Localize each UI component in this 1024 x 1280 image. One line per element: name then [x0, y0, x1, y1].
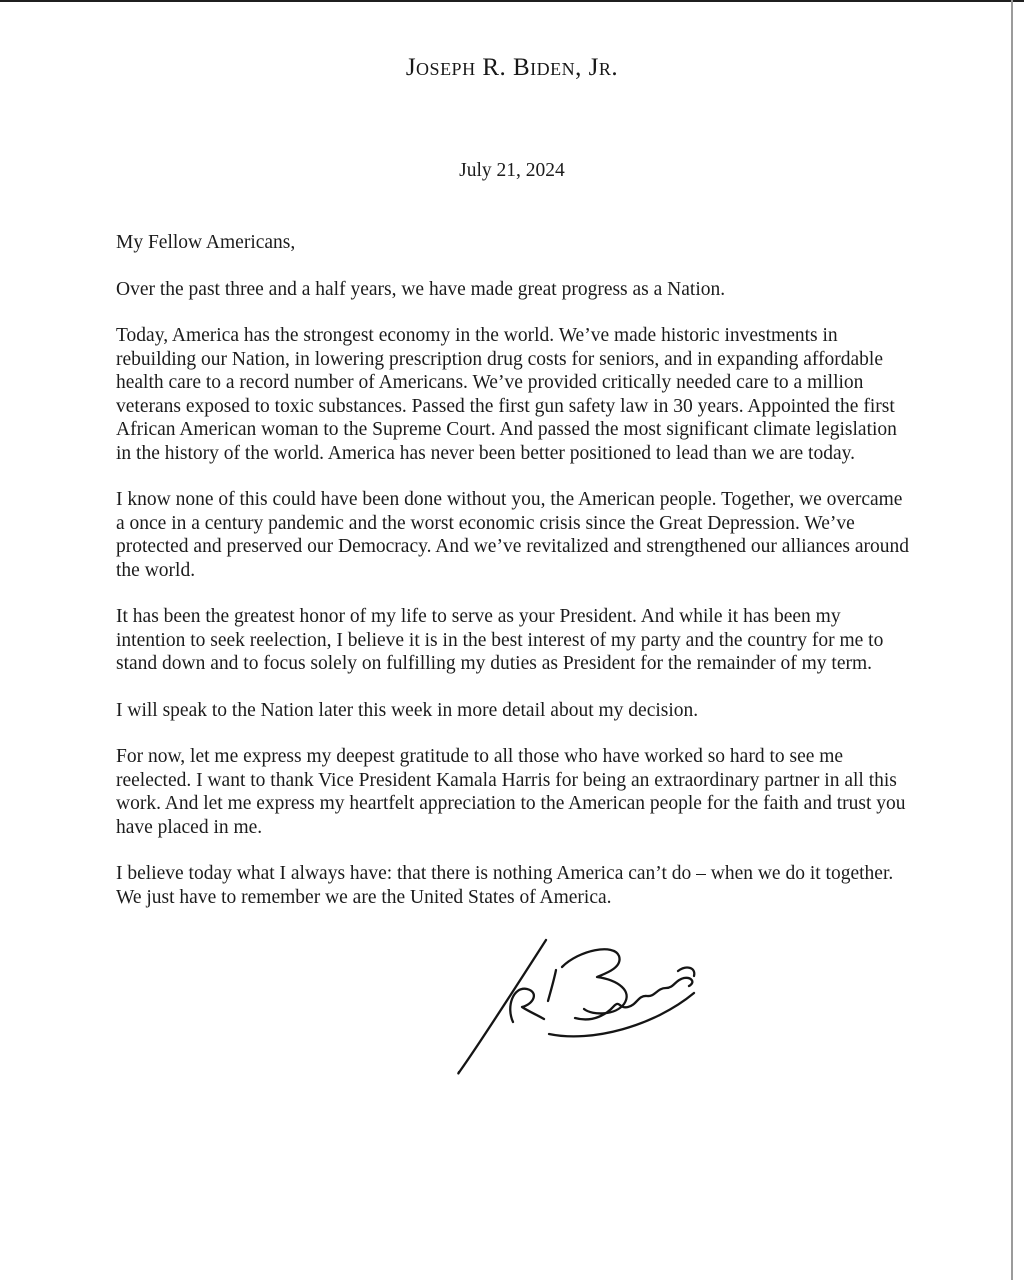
page-top-edge-line: [0, 0, 1024, 2]
letter-paragraph: I know none of this could have been done without you, the American people. Together, we overcame a once in a century pandemic and the worst economic crisis since the Great Depression. We’ve protected and preserved our Democracy. And we’ve revitalized and strengthened our alliances around the world.: [116, 489, 910, 581]
salutation: My Fellow Americans,: [116, 232, 296, 253]
letterhead-name: Joseph R. Biden, Jr.: [405, 54, 619, 81]
letter-paragraph: Today, America has the strongest economy in the world. We’ve made historic investments in rebuilding our Nation, in lowering prescription drug costs for seniors, and in expanding affordable health care to a record number of Americans. We’ve provided critically needed care to a million veterans exposed to toxic substances. Passed the first gun safety law in 30 years. Appointed the first African American woman to the Supreme Court. And passed the most significant climate legislation in the history of the world. America has never been better positioned to lead than we are today.: [116, 325, 897, 464]
letter-paragraph: I believe today what I always have: that there is nothing America can’t do – when we do it together. We just have to remember we are the United States of America.: [116, 863, 894, 908]
letter-paragraph: It has been the greatest honor of my life to serve as your President. And while it has been my intention to seek reelection, I believe it is in the best interest of my party and the country for me to stand down and to focus solely on fulfilling my duties as President for the remainder of my term.: [116, 606, 884, 674]
letter-date: July 21, 2024: [459, 160, 565, 181]
letter-paragraph: For now, let me express my deepest gratitude to all those who have worked so hard to see me reelected. I want to thank Vice President Kamala Harris for being an extraordinary partner in all this work. And let me express my heartfelt appreciation to the American people for the faith and trust you have placed in me.: [116, 746, 906, 838]
letter-body: [116, 231, 911, 1079]
biden-signature-icon: [428, 924, 748, 1079]
letter-paragraph: Over the past three and a half years, we have made great progress as a Nation.: [116, 278, 726, 300]
biden-signature: [428, 924, 748, 1079]
letter-paragraph: I will speak to the Nation later this week in more detail about my decision.: [116, 699, 699, 721]
page-right-edge-line: [1011, 0, 1013, 1280]
